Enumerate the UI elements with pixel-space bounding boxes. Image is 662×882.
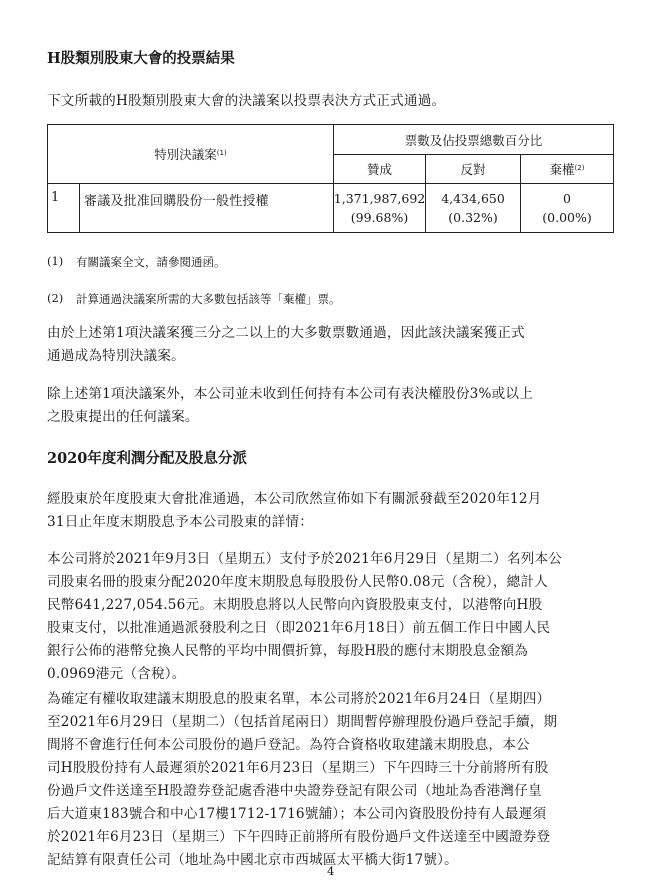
header-votes-percentage: 票數及佔投票總數百分比 [404,132,543,148]
book-closure-line-4: 司H股股份持有人最遲須於2021年6月23日（星期三）下午四時三十分前將所有股 [47,760,549,776]
section-heading-dividend: 2020年度利潤分配及股息分派 [47,450,247,467]
header-abstain-label: 棄權 [549,162,575,177]
header-against: 反對 [460,162,486,177]
dividend-payment-line-2: 司股東名冊的股東分配2020年度末期股息每股股份人民幣0.08元（含稅），總計人 [47,574,549,590]
section-heading-h-share-voting: H股類別股東大會的投票結果 [47,50,235,67]
dividend-intro-line-1: 經股東於年度股東大會批准通過，本公司欣然宣佈如下有關派發截至2020年12月 [47,491,542,507]
book-closure-line-5: 份過戶文件送達至H股證券登記處香港中央證券登記有限公司（地址為香港灣仔皇 [47,783,542,799]
row-number: 1 [51,190,60,205]
table-border-right [613,124,614,233]
header-special-resolution [48,125,333,183]
table-col-divider-no [79,183,80,233]
book-closure-line-1: 為確定有權收取建議末期股息的股東名單，本公司將於2021年6月24日（星期四） [47,691,551,707]
intro-paragraph: 下文所載的H股類別股東大會的決議案以投票表決方式正式通過。 [47,93,446,109]
row-abstain-cell [521,189,613,227]
book-closure-line-3: 間將不會進行任何本公司股份的過戶登記。為符合資格收取建議末期股息，本公 [47,737,530,753]
table-border-bottom [47,232,614,233]
dividend-payment-line-4: 股東支付，以批准通過派發股利之日（即2021年6月18日）前五個工作日中國人民 [47,620,551,636]
footnote-2-mark: (2) [47,291,64,305]
for-percentage: (99.68%) [350,210,409,225]
dividend-payment-line-5: 銀行公佈的港幣兌換人民幣的平均中間價折算，每股H股的應付末期股息金額為 [47,643,529,659]
book-closure-line-6: 后大道東183號合和中心17樓1712-1716號舖）；本公司內資股股份持有人最遲須 [47,806,547,822]
dividend-payment-line-1: 本公司將於2021年9月3日（星期五）支付予於2021年6月29日（星期二）名列本公 [47,551,563,567]
page-number: 4 [327,864,335,878]
no-other-proposals-paragraph-line-2: 之股東提出的任何議案。 [47,409,199,425]
book-closure-line-7: 於2021年6月23日（星期三）下午四時正前將所有股份過戶文件送達至中國證券登 [47,829,551,845]
resolution-passed-paragraph-line-2: 通過成為特別決議案。 [47,348,185,364]
book-closure-line-8: 記結算有限責任公司（地址為中國北京市西城區太平橋大街17號）。 [47,852,458,868]
header-abstain [521,155,613,183]
dividend-intro-line-2: 31日止年度末期股息予本公司股東的詳情： [47,514,313,530]
against-votes: 4,434,650 [441,191,505,206]
dividend-payment-line-6: 0.0969港元（含稅）。 [47,666,186,682]
header-for: 贊成 [366,162,392,177]
footnote-ref-1: (1) [216,149,227,157]
header-special-resolution-label: 特別決議案 [154,147,217,162]
against-percentage: (0.32%) [448,210,498,225]
row-against-cell [426,189,520,227]
row-for-cell [334,189,425,227]
row-resolution: 審議及批准回購股份一般性授權 [84,194,269,209]
no-other-proposals-paragraph-line-1: 除上述第1項決議案外，本公司並未收到任何持有本公司有表決權股份3%或以上 [47,386,534,402]
table-header-divider [47,183,614,184]
footnote-2-text: 計算通過決議案所需的大多數包括該等「棄權」票。 [76,292,341,306]
for-votes: 1,371,987,692 [333,191,426,206]
book-closure-line-2: 至2021年6月29日（星期二）（包括首尾兩日）期間暫停辦理股份過戶登記手續，期 [47,714,558,730]
footnote-1-text: 有關議案全文，請參閱通函。 [76,255,226,269]
abstain-votes: 0 [563,191,571,206]
abstain-percentage: (0.00%) [542,210,592,225]
resolution-passed-paragraph-line-1: 由於上述第1項決議案獲三分之二以上的大多數票數通過，因此該決議案獲正式 [47,325,525,341]
dividend-payment-line-3: 民幣641,227,054.56元。末期股息將以人民幣向內資股股東支付，以港幣向H股 [47,597,543,613]
footnote-1-mark: (1) [47,254,64,268]
footnote-ref-2: (2) [574,164,585,172]
